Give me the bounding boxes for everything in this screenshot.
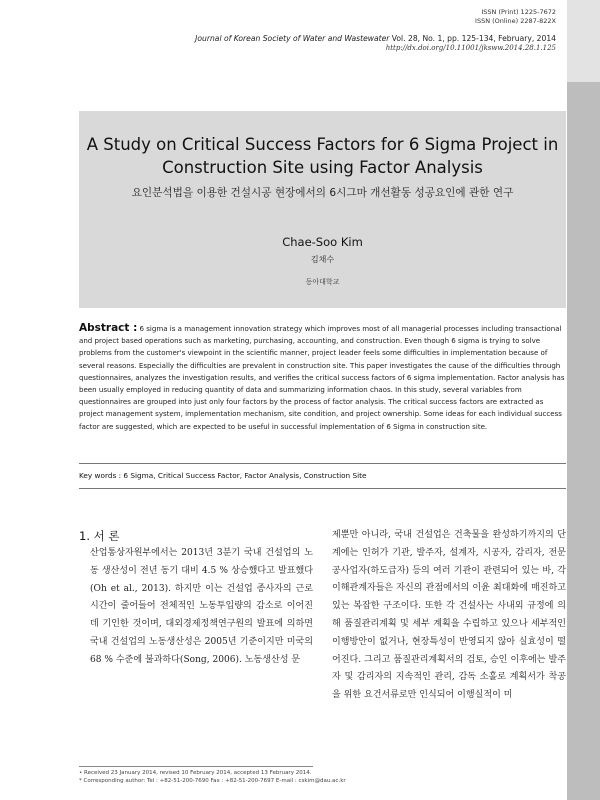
author-affiliation: 동아대학교 <box>305 278 340 286</box>
title-box <box>79 111 566 308</box>
footnote-rule <box>79 766 313 767</box>
footnote-corresponding: * Corresponding author: Tel : +82-51-200-7690 Fax : +82-51-200-7697 E-mail : cskim@dau.ac.kr <box>79 777 346 784</box>
body-left-text: 산업통상자원부에서는 2013년 3분기 국내 건설업의 노동 생산성이 전년 동기 대비 4.5 % 상승했다고 발표했다(Oh et al., 2013). 하지만 이는 건설업 종사자의 근로시간이 줄어들어 전체적인 노동투입량의 감소로 이어진데 기인한 것이며, 대외경제정책연구원의 발표에 의하면 국내 건설업의 노동생산성은 2005년 기준이지만 미국의 68 % 수준에 불과하다(Song, 2006). 노동생산성 문 <box>90 548 313 665</box>
side-tab-top <box>567 0 600 82</box>
keywords-top-rule <box>79 463 566 464</box>
author-name-ko: 김채수 <box>310 255 335 264</box>
journal-volume-info: Vol. 28, No. 1, pp. 125-134, February, 2014 <box>389 34 556 43</box>
journal-name: Journal of Korean Society of Water and Wastewater <box>195 34 390 43</box>
issn-block <box>475 8 556 25</box>
abstract <box>79 322 565 433</box>
english-title-line2: Construction Site using Factor Analysis <box>162 158 483 177</box>
abstract-label: Abstract : <box>79 322 138 334</box>
footnote <box>79 770 346 786</box>
korean-title: 요인분석법을 이용한 건설시공 현장에서의 6시그마 개선활동 성공요인에 관한 연구 <box>131 187 514 199</box>
issn-print: ISSN (Print) 1225-7672 <box>481 8 556 16</box>
english-title <box>79 133 566 179</box>
body-right-text: 제뿐만 아니라, 국내 건설업은 건축물을 완성하기까지의 단계에는 인허가 기관, 발주자, 설계자, 시공자, 감리자, 전문공사업자(하도급자) 등의 여러 기관이 관련되어 있는 바, 각 이해관계자들은 자신의 관점에서의 이윤 최대화에 매진하고 있는 복잡한 구조이다. 또한 각 건설사는 사내외 규정에 의해 품질관리계획 및 세부 계획을 수립하고 있으나 세부적인 이행방안이 없거나, 현장특성이 반영되지 않아 실효성이 떨어진다. 그리고 품질관리계획서의 검토, 승인 이후에는 발주자 및 감리자의 지속적인 관리, 감독 소홀로 계획서가 착공을 위한 요건서류로만 인식되어 이행실적이 미 <box>332 530 566 701</box>
issn-online: ISSN (Online) 2287-822X <box>475 16 556 25</box>
footnote-received: • Received 23 January 2014, revised 10 February 2014, accepted 13 February 2014. <box>79 770 312 776</box>
body-left-column <box>79 545 313 670</box>
side-tab <box>567 0 600 800</box>
keywords-bottom-rule <box>79 488 566 489</box>
doi-link[interactable]: http://dx.doi.org/10.11001/jksww.2014.28.1.125 <box>385 44 556 52</box>
body-right-column <box>332 527 566 705</box>
journal-line <box>195 34 556 43</box>
section-heading: 1. 서 론 <box>79 529 120 543</box>
author-name-en: Chae-Soo Kim <box>282 235 363 249</box>
abstract-text: 6 sigma is a management innovation strategy which improves most of all managerial processes including transactional and project based operations such as marketing, purchasing, accounting, and construction. Even though 6 sigma is trying to solve problems from the customer's viewpoint in the scientific manner, project leader feels some difficulties in implementation because of several reasons. Especially the difficulties are prevalent in construction site. This paper investigates the cause of the difficulties through questionnaires, analyzes the investigation results, and verifies the critical success factors of 6 sigma implementation. Factor analysis has been usually employed in reducing quantity of data and summarizing information chaos. In this study, several variables from questionnaires are grouped into just only four factors by the process of factor analysis. The critical success factors are extracted as project management system, implementation mechanism, site condition, and project ownership. Some ideas for each individual success factor are suggested, which are expected to be useful in successful implementation of 6 Sigma in construction site. <box>79 324 565 431</box>
keywords: Key words : 6 Sigma, Critical Success Factor, Factor Analysis, Construction Site <box>79 471 367 480</box>
english-title-line1: A Study on Critical Success Factors for 6 Sigma Project in <box>86 135 559 154</box>
